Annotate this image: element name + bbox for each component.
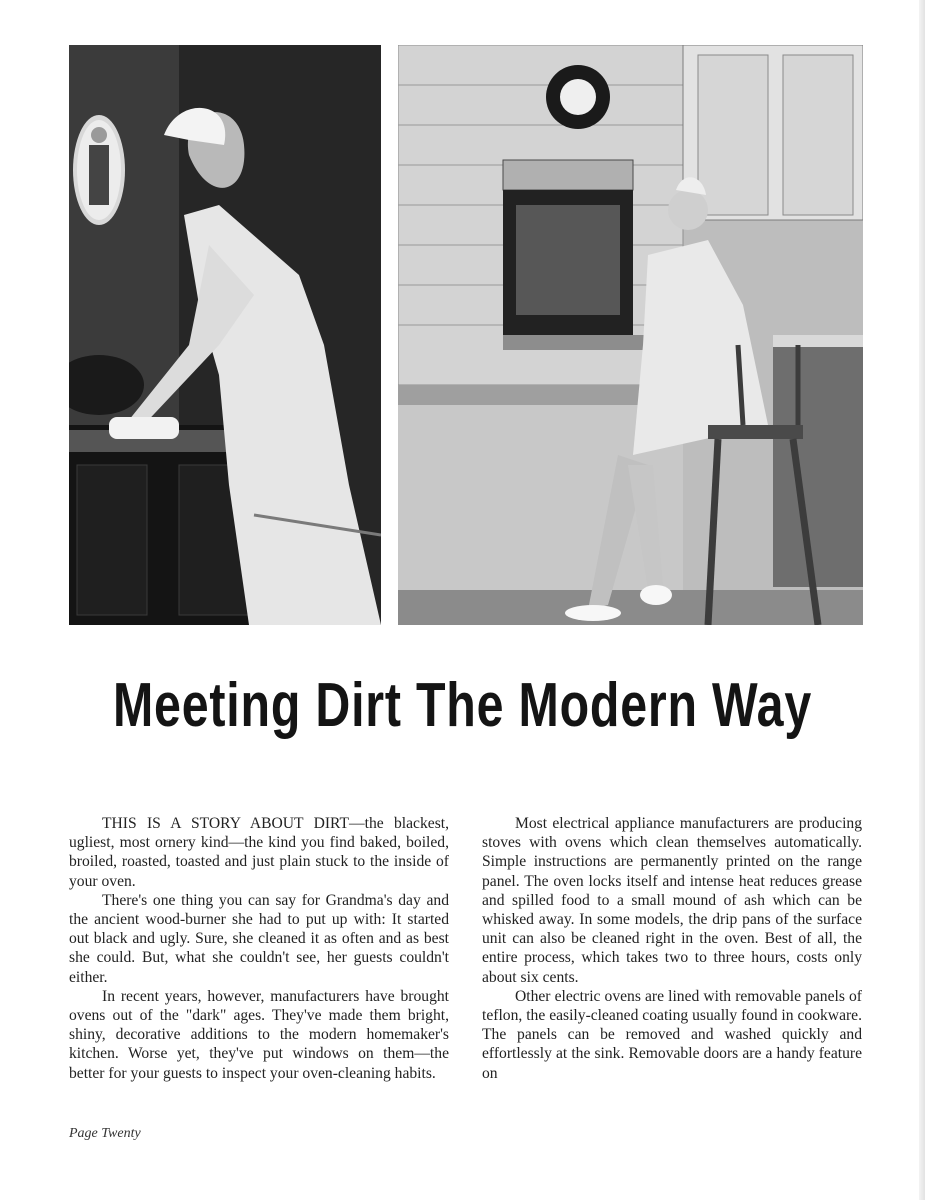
photo-modern-kitchen-oven bbox=[398, 45, 863, 625]
paragraph: Other electric ovens are lined with removable panels of teflon, the easily-cleaned coating usually found in cookware. The panels can be removed and washed quickly and effortlessly at the sink. Removable doors are a handy feature on bbox=[482, 987, 862, 1082]
article-column-left bbox=[69, 814, 449, 1083]
paragraph: There's one thing you can say for Grandma's day and the ancient wood-burner she had to put up with: It started out black and ugly. Sure, she cleaned it as often and as best she could. But, what she couldn't see, her guests couldn't either. bbox=[69, 891, 449, 986]
photo-bonnet-woman-stove bbox=[69, 45, 381, 625]
paragraph: Most electrical appliance manufacturers are producing stoves with ovens which clean themselves automatically. Simple instructions are permanently printed on the range panel. The oven locks itself and intense heat reduces grease and spilled food to a small mound of ash which can be whisked away. In some models, the drip pans of the surface unit can also be cleaned right in the oven. Best of all, the entire process, which takes two to three hours, costs only about six cents. bbox=[482, 815, 862, 986]
article-column-right bbox=[482, 814, 862, 1083]
page-number: Page Twenty bbox=[69, 1126, 141, 1141]
page-edge bbox=[919, 0, 925, 1200]
paragraph: In recent years, however, manufacturers have brought ovens out of the "dark" ages. They've made them bright, shiny, decorative additions to the modern homemaker's kitchen. Worse yet, they've put windows on them—the better for your guests to inspect your oven-cleaning habits. bbox=[69, 987, 449, 1082]
paragraph: THIS IS A STORY ABOUT DIRT—the blackest, ugliest, most ornery kind—the kind you find baked, boiled, broiled, roasted, toasted and just plain stuck to the inside of your oven. bbox=[69, 815, 449, 890]
headline: Meeting Dirt The Modern Way bbox=[112, 671, 813, 740]
